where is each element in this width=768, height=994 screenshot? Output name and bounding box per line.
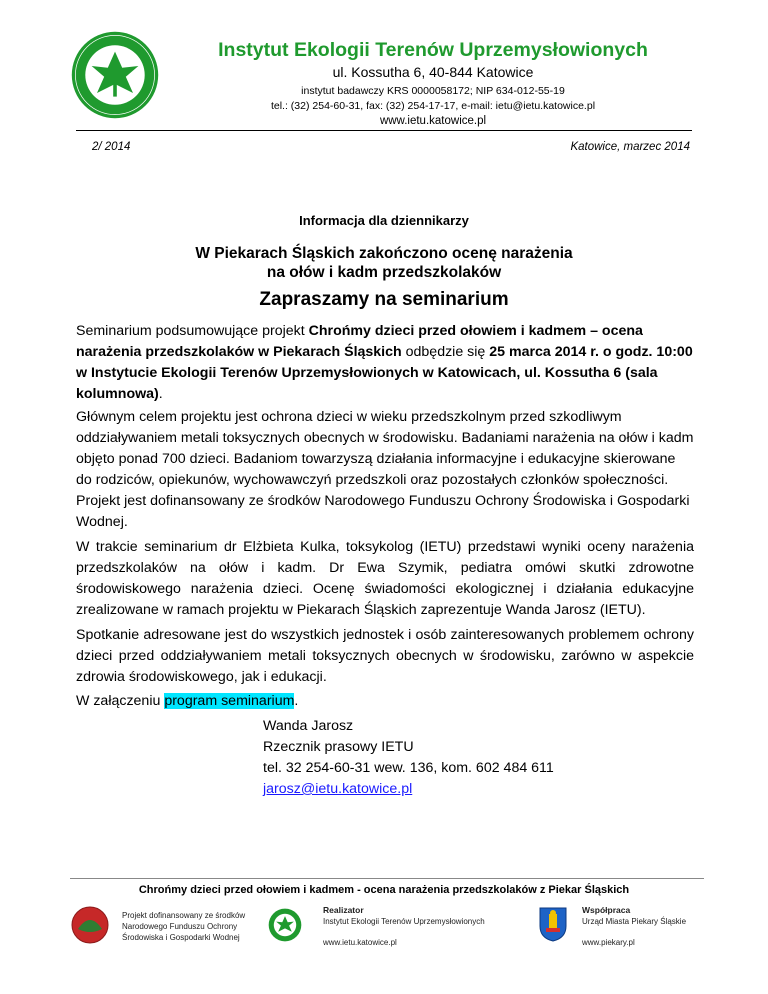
realizator-block: [323, 905, 485, 948]
partner-website[interactable]: www.piekary.pl: [582, 938, 635, 947]
headline-line-1: W Piekarach Śląskich zakończono ocenę narażenia: [195, 245, 573, 262]
signature-block: [263, 716, 554, 800]
program-link[interactable]: program seminarium: [164, 693, 295, 709]
footer-title: Chrońmy dzieci przed ołowiem i kadmem - ocena narażenia przedszkolaków z Piekar Śląskich: [138, 884, 630, 896]
header-divider: [76, 130, 692, 131]
signature-phone: tel. 32 254-60-31 wew. 136, kom. 602 484 611: [263, 760, 554, 776]
paragraph-audience: Spotkanie adresowane jest do wszystkich jednostek i osób zainteresowanych problemem ochrony dzieci przed oddziaływaniem metali toksycznych obecnych w środowisku, zarówno w aspekcie zdrowia środowiskowego, jak i edukacji.: [76, 627, 694, 685]
paragraph-goal: Głównym celem projektu jest ochrona dzieci w wieku przedszkolnym przed szkodliwym oddziaływaniem metali toksycznych obecnych w środowisku. Badaniami narażenia na ołów i kadm objęto ponad 700 dzieci. Badaniom towarzyszą działania informacyjne i edukacyjne skierowane do rodziców, opiekunów, wychowawczyń przedszkoli oraz pozostałych członków społeczności. Projekt jest dofinansowany ze środków Narodowego Funduszu Ochrony Środowiska i Gospodarki Wodnej.: [76, 409, 694, 530]
paragraph-seminar: [76, 321, 694, 405]
funding-line-3: Środowiska i Gospodarki Wodnej: [122, 933, 240, 942]
institute-registry: instytut badawczy KRS 0000058172; NIP 634-012-55-19: [301, 85, 565, 97]
partner-block: [582, 905, 686, 948]
institute-address: ul. Kossutha 6, 40-844 Katowice: [332, 64, 534, 80]
info-title: Informacja dla dziennikarzy: [299, 213, 469, 228]
paragraph-attachment: [76, 691, 694, 712]
p1-text-1: Seminarium podsumowujące projekt: [76, 323, 309, 339]
institute-website[interactable]: www.ietu.katowice.pl: [379, 115, 487, 127]
signature-role: Rzecznik prasowy IETU: [263, 739, 414, 755]
institute-name: Instytut Ekologii Terenów Uprzemysłowionych: [218, 39, 648, 61]
funding-line-2: Narodowego Funduszu Ochrony: [122, 922, 238, 931]
seminar-date-place: 25 marca 2014 r. o godz. 10:00 w Instytucie Ekologii Terenów Uprzemysłowionych w Katowicach, ul. Kossutha 6 (sala kolumnowa): [76, 344, 693, 402]
signature-email-link[interactable]: jarosz@ietu.katowice.pl: [263, 781, 413, 797]
paragraph-speakers: W trakcie seminarium dr Elżbieta Kulka, toksykolog (IETU) przedstawi wyniki oceny narażenia przedszkolaków na ołów i kadm. Dr Ewa Szymik, pediatra omówi skutki zdrowotne środowiskowego narażenia dzieci. Ocenę świadomości ekologicznej i działania edukacyjne zrealizowane w ramach projektu w Piekarach Śląskich zaprezentuje Wanda Jarosz (IETU).: [76, 539, 694, 618]
p1-text-2: odbędzie się: [401, 344, 490, 360]
ietu-footer-logo: [268, 908, 302, 942]
signature-name: Wanda Jarosz: [263, 718, 354, 734]
nfosigw-logo: [70, 905, 110, 945]
p1-text-3: .: [158, 386, 163, 402]
subheadline: Zapraszamy na seminarium: [259, 289, 509, 310]
funding-line-1: Projekt dofinansowany ze środków: [122, 911, 246, 920]
institute-contact: tel.: (32) 254-60-31, fax: (32) 254-17-17, e-mail: ietu@ietu.katowice.pl: [270, 100, 596, 112]
project-name: Chrońmy dzieci przed ołowiem i kadmem – ocena narażenia przedszkolaków w Piekarach Śląskich: [76, 323, 643, 360]
document-number: 2/ 2014: [92, 141, 131, 153]
realizator-website[interactable]: www.ietu.katowice.pl: [323, 938, 397, 947]
headline: [0, 244, 768, 282]
attachment-end: .: [294, 693, 299, 709]
headline-line-2: na ołów i kadm przedszkolaków: [266, 264, 502, 281]
funding-note: [122, 910, 245, 943]
partner-name: Urząd Miasta Piekary Śląskie: [582, 917, 687, 926]
piekary-coat-of-arms: [538, 906, 568, 942]
partner-label: Współpraca: [582, 905, 631, 915]
ietu-logo: [70, 30, 160, 120]
realizator-label: Realizator: [323, 905, 364, 915]
footer-divider: [70, 878, 704, 879]
attachment-text: W załączeniu: [76, 693, 165, 709]
document-date: Katowice, marzec 2014: [570, 141, 690, 153]
realizator-name: Instytut Ekologii Terenów Uprzemysłowionych: [323, 917, 485, 926]
